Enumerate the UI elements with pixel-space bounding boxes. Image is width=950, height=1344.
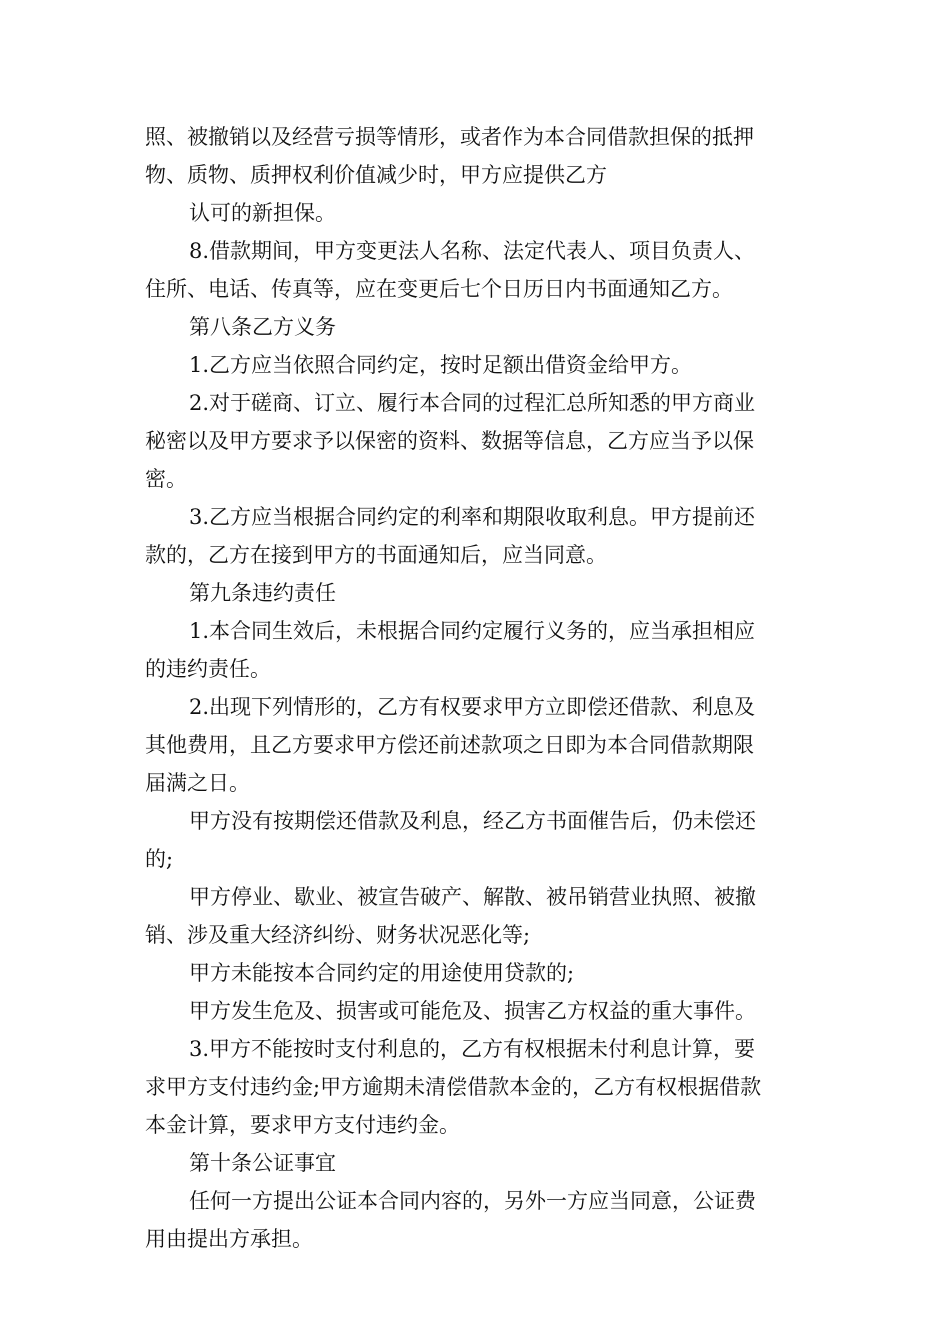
text-line: 求甲方支付违约金;甲方逾期未清偿借款本金的，乙方有权根据借款	[145, 1075, 762, 1099]
text-line: 2.出现下列情形的，乙方有权要求甲方立即偿还借款、利息及	[189, 695, 756, 719]
text-line: 款的，乙方在接到甲方的书面通知后，应当同意。	[145, 543, 607, 567]
text-line: 认可的新担保。	[189, 201, 336, 225]
text-line: 任何一方提出公证本合同内容的，另外一方应当同意，公证费	[189, 1189, 756, 1213]
text-line: 用由提出方承担。	[145, 1227, 313, 1251]
text-line: 甲方发生危及、损害或可能危及、损害乙方权益的重大事件。	[189, 999, 756, 1023]
text-line: 甲方停业、歇业、被宣告破产、解散、被吊销营业执照、被撤	[189, 885, 756, 909]
text-line: 其他费用，且乙方要求甲方偿还前述款项之日即为本合同借款期限	[145, 733, 754, 757]
text-line: 1.乙方应当依照合同约定，按时足额出借资金给甲方。	[189, 353, 693, 377]
text-line: 照、被撤销以及经营亏损等情形，或者作为本合同借款担保的抵押	[145, 125, 754, 149]
text-line: 的;	[145, 847, 174, 871]
text-line: 的违约责任。	[145, 657, 271, 681]
text-line: 甲方未能按本合同约定的用途使用贷款的;	[189, 961, 575, 985]
text-line: 本金计算，要求甲方支付违约金。	[145, 1113, 460, 1137]
text-line: 3.乙方应当根据合同约定的利率和期限收取利息。甲方提前还	[189, 505, 756, 529]
text-line: 1.本合同生效后，未根据合同约定履行义务的，应当承担相应	[189, 619, 756, 643]
text-line: 住所、电话、传真等，应在变更后七个日历日内书面通知乙方。	[145, 277, 733, 301]
text-line: 2.对于磋商、订立、履行本合同的过程汇总所知悉的甲方商业	[189, 391, 756, 415]
text-line: 届满之日。	[145, 771, 250, 795]
text-line: 第八条乙方义务	[189, 315, 336, 339]
text-line: 物、质物、质押权利价值减少时，甲方应提供乙方	[145, 163, 607, 187]
text-line: 密。	[145, 467, 187, 491]
text-line: 8.借款期间，甲方变更法人名称、法定代表人、项目负责人、	[189, 239, 756, 263]
document-body	[145, 118, 810, 1258]
text-line: 3.甲方不能按时支付利息的，乙方有权根据未付利息计算，要	[189, 1037, 756, 1061]
text-line: 秘密以及甲方要求予以保密的资料、数据等信息，乙方应当予以保	[145, 429, 754, 453]
text-line: 销、涉及重大经济纠纷、财务状况恶化等;	[145, 923, 531, 947]
text-line: 第十条公证事宜	[189, 1151, 336, 1175]
text-line: 第九条违约责任	[189, 581, 336, 605]
text-line: 甲方没有按期偿还借款及利息，经乙方书面催告后，仍未偿还	[189, 809, 756, 833]
